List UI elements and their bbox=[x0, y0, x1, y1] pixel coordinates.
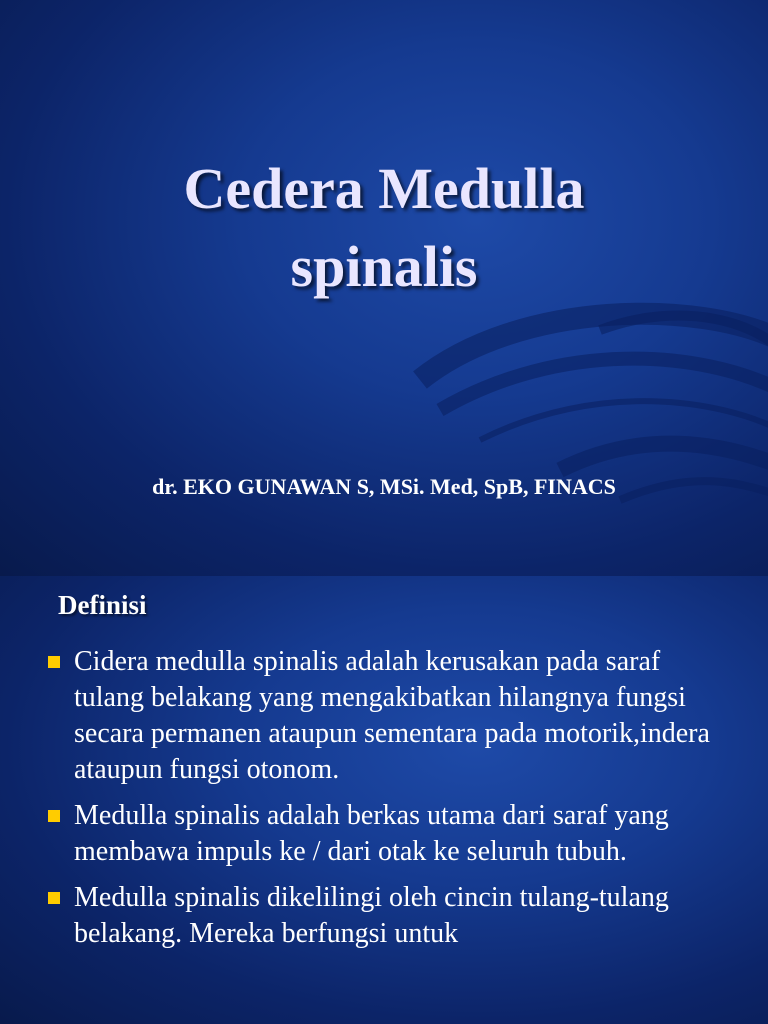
definition-slide bbox=[0, 576, 768, 1024]
slide-title-line-1: Cedera Medulla bbox=[183, 156, 585, 221]
square-bullet-icon bbox=[48, 656, 60, 668]
section-title: Definisi bbox=[58, 590, 147, 620]
bullet-item bbox=[0, 644, 768, 788]
bullet-text: Medulla spinalis adalah berkas utama dari saraf yang membawa impuls ke / dari otak ke seluruh tubuh. bbox=[74, 800, 669, 867]
bullet-list bbox=[0, 644, 768, 962]
bullet-text: Cidera medulla spinalis adalah kerusakan pada saraf tulang belakang yang mengakibatkan hilangnya fungsi secara permanen ataupun sementara pada motorik,indera ataupun fungsi otonom. bbox=[74, 646, 710, 785]
slide-title-line-2: spinalis bbox=[290, 234, 478, 299]
slide-title bbox=[0, 150, 768, 306]
bullet-item bbox=[0, 798, 768, 870]
bullet-text: Medulla spinalis dikelilingi oleh cincin tulang-tulang belakang. Mereka berfungsi untuk bbox=[74, 882, 669, 949]
square-bullet-icon bbox=[48, 810, 60, 822]
bullet-item bbox=[0, 880, 768, 952]
author-name: dr. EKO GUNAWAN S, MSi. Med, SpB, FINACS bbox=[152, 474, 616, 499]
square-bullet-icon bbox=[48, 892, 60, 904]
